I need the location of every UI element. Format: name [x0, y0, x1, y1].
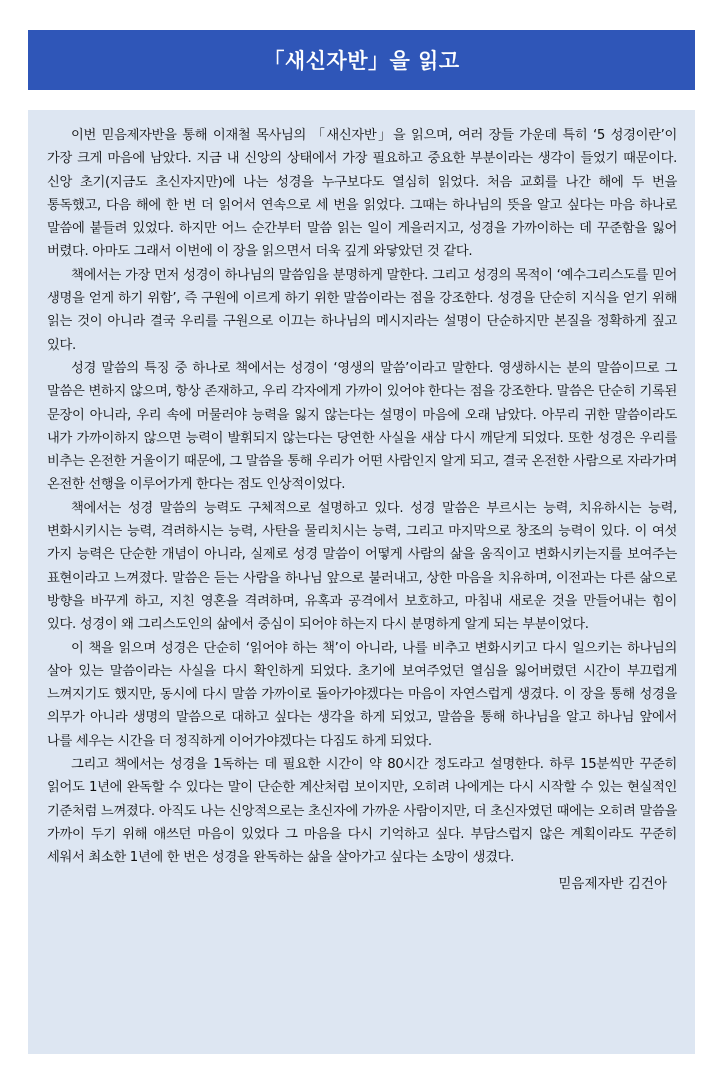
paragraph: 책에서는 성경 말씀의 능력도 구체적으로 설명하고 있다. 성경 말씀은 부르시는 능력, 치유하시는 능력, 변화시키시는 능력, 격려하시는 능력, 사탄을 물리치시는 능력, 그리고 마지막으로 창조의 능력이 있다. 이 여섯 가지 능력은 단순한 개념이 아니라, 실제로 성경 말씀이 어떻게 사람의 삶을 움직이고 변화시키는지를 보여주는 표현이라고 느껴졌다. 말씀은 듣는 사람을 하나님 앞으로 불러내고, 상한 마음을 치유하며, 이전과는 다른 삶으로 방향을 바꾸게 하고, 지친 영혼을 격려하며, 유혹과 공격에서 보호하고, 마침내 새로운 것을 만들어내는 힘이 있다. 성경이 왜 그리스도인의 삶에서 중심이 되어야 하는지 다시 분명하게 알게 되는 부분이었다.	[47, 500, 677, 633]
page-title-banner	[28, 30, 695, 90]
page-title: 「새신자반」을 읽고	[263, 49, 460, 73]
paragraph: 책에서는 가장 먼저 성경이 하나님의 말씀임을 분명하게 말한다. 그리고 성경의 목적이 ‘예수그리스도를 믿어 생명을 얻게 하기 위함’, 즉 구원에 이르게 하기 위한 말씀이라는 점을 강조한다. 성경을 단순히 지식을 얻기 위해 읽는 것이 아니라 결국 우리를 구원으로 이끄는 하나님의 메시지라는 설명이 단순하지만 본질을 정확하게 짚고 있다.	[47, 267, 677, 353]
paragraph: 이 책을 읽으며 성경은 단순히 ‘읽어야 하는 책’이 아니라, 나를 비추고 변화시키고 다시 일으키는 하나님의 살아 있는 말씀이라는 사실을 다시 확인하게 되었다. 초기에 보여주었던 열심을 잃어버렸던 시간이 부끄럽게 느껴지기도 했지만, 동시에 다시 말씀 가까이로 돌아가야겠다는 마음이 자연스럽게 생겼다. 이 장을 통해 성경을 의무가 아니라 생명의 말씀으로 대하고 싶다는 생각을 하게 되었고, 말씀을 통해 하나님을 알고 하나님 앞에서 나를 세우는 시간을 더 정직하게 이어가야겠다는 다짐도 하게 되었다.	[47, 640, 677, 749]
article-body	[47, 124, 677, 870]
article-panel	[28, 110, 695, 1054]
paragraph: 성경 말씀의 특징 중 하나로 책에서는 성경이 ‘영생의 말씀’이라고 말한다. 영생하시는 분의 말씀이므로 그 말씀은 변하지 않으며, 항상 존재하고, 우리 각자에게 가까이 있어야 한다는 점을 강조한다. 말씀은 단순히 기록된 문장이 아니라, 우리 속에 머물러야 능력을 잃지 않는다는 설명이 마음에 오래 남았다. 아무리 귀한 말씀이라도 내가 가까이하지 않으면 능력이 발휘되지 않는다는 당연한 사실을 새삼 다시 깨닫게 되었다. 또한 성경은 우리를 비추는 온전한 거울이기 때문에, 그 말씀을 통해 우리가 어떤 사람인지 알게 되고, 결국 온전한 사람으로 자라가며 온전한 선행을 이루어가게 한다는 점도 인상적이었다.	[47, 360, 677, 493]
author-signature: 믿음제자반 김건아	[558, 875, 667, 892]
paragraph: 그리고 책에서는 성경을 1독하는 데 필요한 시간이 약 80시간 정도라고 설명한다. 하루 15분씩만 꾸준히 읽어도 1년에 완독할 수 있다는 말이 단순한 계산처럼 보이지만, 오히려 나에게는 다시 시작할 수 있는 현실적인 기준처럼 느껴졌다. 아직도 나는 신앙적으로는 초신자에 가까운 사람이지만, 더 초신자였던 때에는 오히려 말씀을 가까이 두기 위해 애쓰던 마음이 있었다 그 마음을 다시 기억하고 싶다. 부담스럽지 않은 계획이라도 꾸준히 세워서 최소한 1년에 한 번은 성경을 완독하는 삶을 살아가고 싶다는 소망이 생겼다.	[47, 757, 677, 866]
paragraph: 이번 믿음제자반을 통해 이재철 목사님의 「새신자반」을 읽으며, 여러 장들 가운데 특히 ‘5 성경이란’이 가장 크게 마음에 남았다. 지금 내 신앙의 상태에서 가장 필요하고 중요한 부분이라는 생각이 들었기 때문이다. 신앙 초기(지금도 초신자지만)에 나는 성경을 누구보다도 열심히 읽었다. 처음 교회를 나간 해에 두 번을 통독했고, 다음 해에 한 번 더 읽어서 연속으로 세 번을 읽었다. 그때는 하나님의 뜻을 알고 싶다는 마음 하나로 말씀에 붙들려 있었다. 하지만 어느 순간부터 말씀 읽는 일이 게을러지고, 성경을 가까이하는 데 꾸준함을 잃어 버렸다. 아마도 그래서 이번에 이 장을 읽으면서 더욱 깊게 와닿았던 것 같다.	[47, 128, 677, 260]
